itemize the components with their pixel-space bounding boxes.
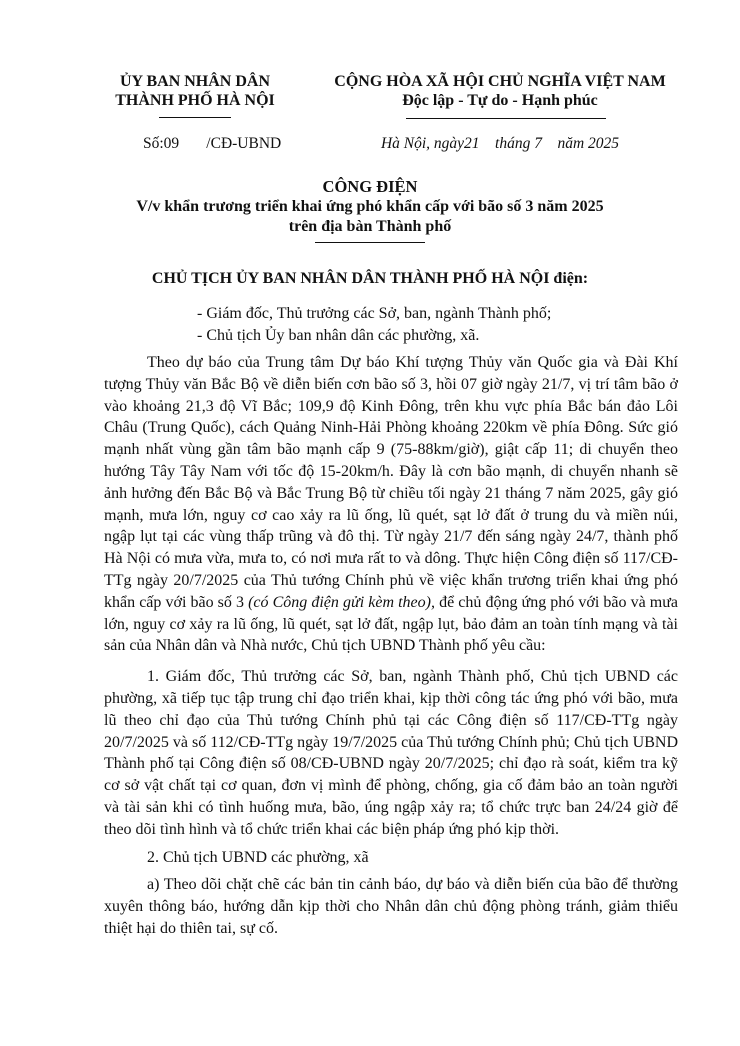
subject-line-2: trên địa bàn Thành phố [288, 218, 452, 235]
paragraph-item-1: 1. Giám đốc, Thủ trưởng các Sở, ban, ngành Thành phố, Chủ tịch UBND các phường, xã tiếp tục tập trung chỉ đạo triển khai, kịp thời công tác ứng phó với bão, mưa lũ theo chỉ đạo của Thủ tướng Chính phủ tại các Công điện số 117/CĐ-TTg ngày 20/7/2025 và số 112/CĐ-TTg ngày 19/7/2025 của Thủ tướng Chính phủ; Chủ tịch UBND Thành phố tại Công điện số 08/CĐ-UBND ngày 20/7/2025; chỉ đạo rà soát, kiểm tra kỹ cơ sở vật chất tại cơ quan, đơn vị mình để phòng, chống, gia cố đảm bảo an toàn người và tài sản khi có tình huống mưa, bão, úng ngập xảy ra; tổ chức trực ban 24/24 giờ để theo dõi tình hình và tổ chức triển khai các biện pháp ứng phó kịp thời. [104, 668, 678, 838]
attachment-note: (có Công điện gửi kèm theo), [248, 593, 435, 611]
issuing-authority [110, 72, 280, 110]
document-type: CÔNG ĐIỆN [322, 177, 418, 196]
paragraph-context [104, 352, 678, 657]
motto-underline [406, 118, 606, 119]
subject-line-1: V/v khẩn trương triển khai ứng phó khẩn cấp với bão số 3 năm 2025 [136, 198, 604, 215]
title-underline [315, 242, 425, 243]
motto-line: Độc lập - Tự do - Hạnh phúc [402, 92, 598, 109]
document-date: Hà Nội, ngày21 tháng 7 năm 2025 [380, 135, 620, 152]
paragraph-item-2a: a) Theo dõi chặt chẽ các bản tin cảnh báo, dự báo và diễn biến của bão để thường xuyên thông báo, hướng dẫn kịp thời cho Nhân dân chủ động phòng tránh, giảm thiểu thiệt hại do thiên tai, sự cố. [104, 876, 678, 937]
recipient-list [197, 303, 551, 347]
document-number: Số:09 /CĐ-UBND [143, 135, 282, 152]
addresser: CHỦ TỊCH ỦY BAN NHÂN DÂN THÀNH PHỐ HÀ NỘI điện: [151, 270, 589, 287]
document-title [80, 177, 660, 237]
document-body [104, 352, 678, 949]
issuing-authority-line1: ỦY BAN NHÂN DÂN [119, 73, 271, 90]
paragraph-context-text: Theo dự báo của Trung tâm Dự báo Khí tượng Thủy văn Quốc gia và Đài Khí tượng Thủy văn Bắc Bộ về diễn biến cơn bão số 3, hồi 07 giờ ngày 21/7, vị trí tâm bão ở vào khoảng 21,3 độ Vĩ Bắc; 109,9 độ Kinh Đông, trên khu vực phía Bắc bán đảo Lôi Châu (Trung Quốc), cách Quảng Ninh-Hải Phòng khoảng 220km về phía Đông. Sức gió mạnh nhất vùng gần tâm bão mạnh cấp 9 (75-88km/giờ), giật cấp 11; di chuyển theo hướng Tây Tây Nam với tốc độ 15-20km/h. Đây là cơn bão mạnh, di chuyển nhanh sẽ ảnh hưởng đến Bắc Bộ và Bắc Trung Bộ từ chiều tối ngày 21 tháng 7 năm 2025, gây gió mạnh, mưa lớn, nguy cơ cao xảy ra lũ ống, lũ quét, sạt lở đất ở trung du và miền núi, ngập lụt tại các vùng thấp trũng và đô thị. Từ ngày 21/7 đến sáng ngày 24/7, thành phố Hà Nội có mưa vừa, mưa to, có nơi mưa rất to và dông. Thực hiện Công điện số 117/CĐ-TTg ngày 20/7/2025 của Thủ tướng Chính phủ về việc khẩn trương triển khai ứng phó khẩn cấp với bão số 3 [104, 354, 678, 611]
paragraph-item-2-heading: 2. Chủ tịch UBND các phường, xã [147, 848, 369, 866]
recipient-item: - Giám đốc, Thủ trưởng các Sở, ban, ngành Thành phố; [197, 305, 552, 322]
paragraph-context-text-end: để chủ động ứng phó với bão và mưa lớn, nguy cơ xảy ra lũ ống, lũ quét, sạt lở đất, ngập lụt, bảo đảm an toàn tính mạng và tài sản của Nhân dân và Nhà nước, Chủ tịch UBND Thành phố yêu cầu: [104, 593, 678, 655]
recipient-item: - Chủ tịch Ủy ban nhân dân các phường, xã. [197, 327, 480, 344]
national-title: CỘNG HÒA XÃ HỘI CHỦ NGHĨA VIỆT NAM [334, 73, 666, 90]
issuing-authority-line2: THÀNH PHỐ HÀ NỘI [115, 92, 275, 109]
national-motto [320, 72, 680, 110]
authority-underline [159, 117, 231, 118]
